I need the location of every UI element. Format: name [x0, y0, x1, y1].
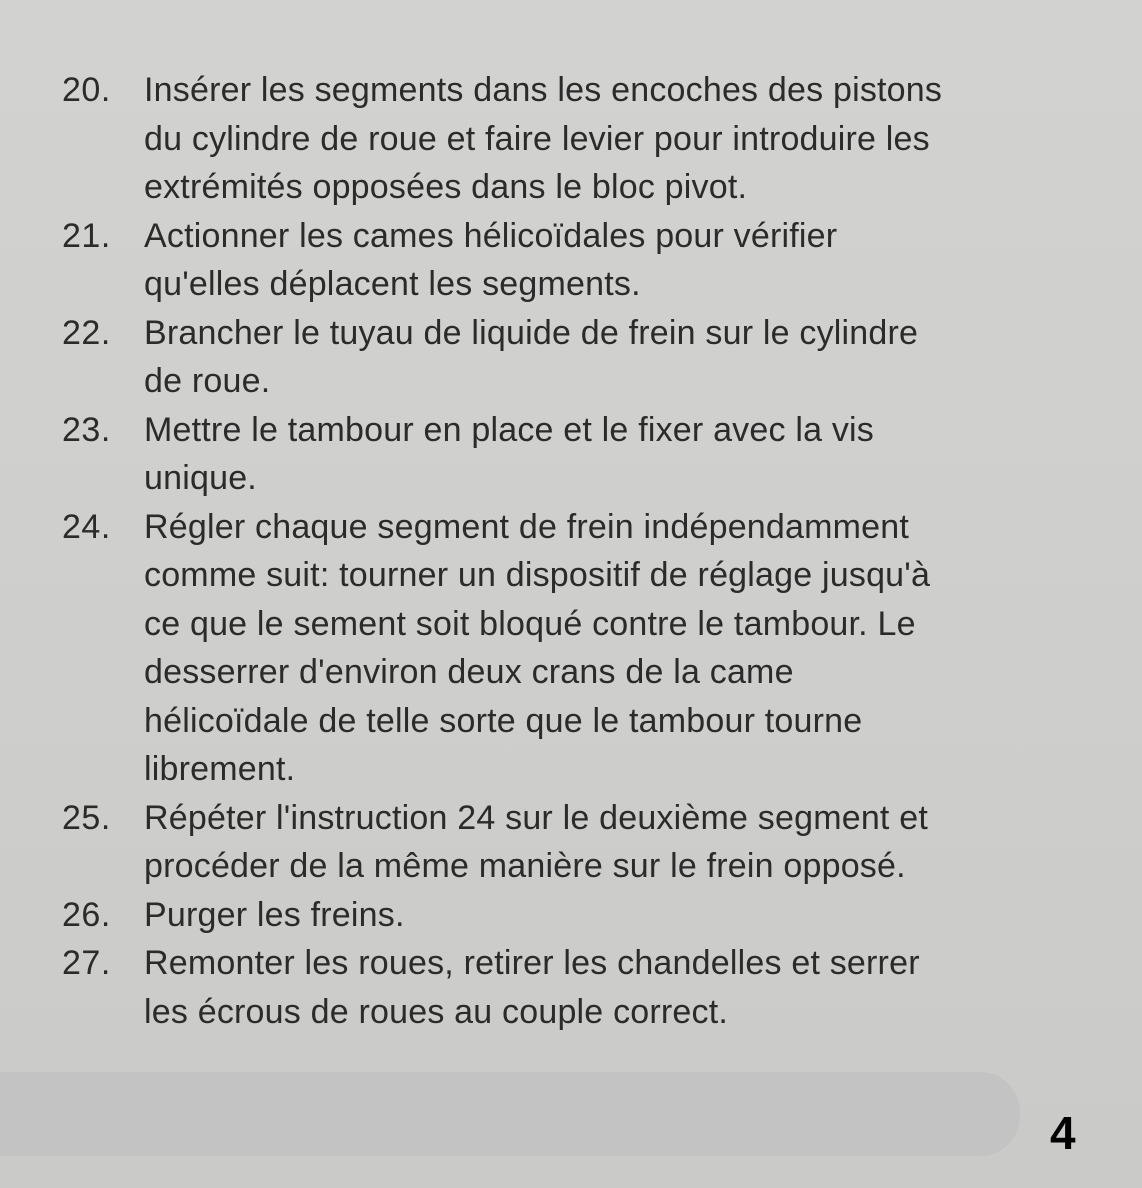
- step-number: 21.: [62, 216, 111, 255]
- page-number: 4: [1050, 1107, 1076, 1159]
- step-number: 27.: [62, 944, 111, 982]
- step-text: Remonter les roues, retirer les chandelles et serrer les écrous de roues au couple correct.: [144, 944, 920, 1031]
- instruction-step-21: [62, 212, 1122, 309]
- step-text: Actionner les cames hélicoïdales pour vérifier qu'elles déplacent les segments.: [144, 216, 838, 303]
- step-number: 26.: [62, 895, 111, 934]
- instruction-step-23: [62, 406, 1122, 503]
- step-number: 23.: [62, 410, 111, 449]
- instruction-step-27: [62, 939, 1122, 1036]
- instruction-step-26: [62, 891, 1122, 940]
- step-text: Purger les freins.: [144, 895, 405, 934]
- instruction-step-25: [62, 794, 1122, 891]
- step-text: Régler chaque segment de frein indépendamment comme suit: tourner un dispositif de réglage jusqu'à ce que le sement soit bloqué contre le tambour. Le desserrer d'environ deux crans de la came hélicoïdale de telle sorte que le tambour tourne librement.: [144, 507, 931, 788]
- step-number: 20.: [62, 71, 111, 109]
- instruction-step-24: [62, 503, 1122, 794]
- step-text: Mettre le tambour en place et le fixer avec la vis unique.: [144, 410, 874, 497]
- instruction-step-20: [62, 66, 1122, 212]
- instruction-list: [62, 66, 1122, 1036]
- step-number: 22.: [62, 313, 111, 352]
- step-text: Brancher le tuyau de liquide de frein sur le cylindre de roue.: [144, 313, 919, 400]
- footer-band: [0, 1072, 1020, 1156]
- step-number: 24.: [62, 507, 111, 546]
- step-number: 25.: [62, 798, 111, 837]
- instruction-step-22: [62, 309, 1122, 406]
- step-text: Répéter l'instruction 24 sur le deuxième segment et procéder de la même manière sur le frein opposé.: [144, 798, 928, 885]
- step-text: Insérer les segments dans les encoches des pistons du cylindre de roue et faire levier pour introduire les extrémités opposées dans le bloc pivot.: [144, 71, 943, 206]
